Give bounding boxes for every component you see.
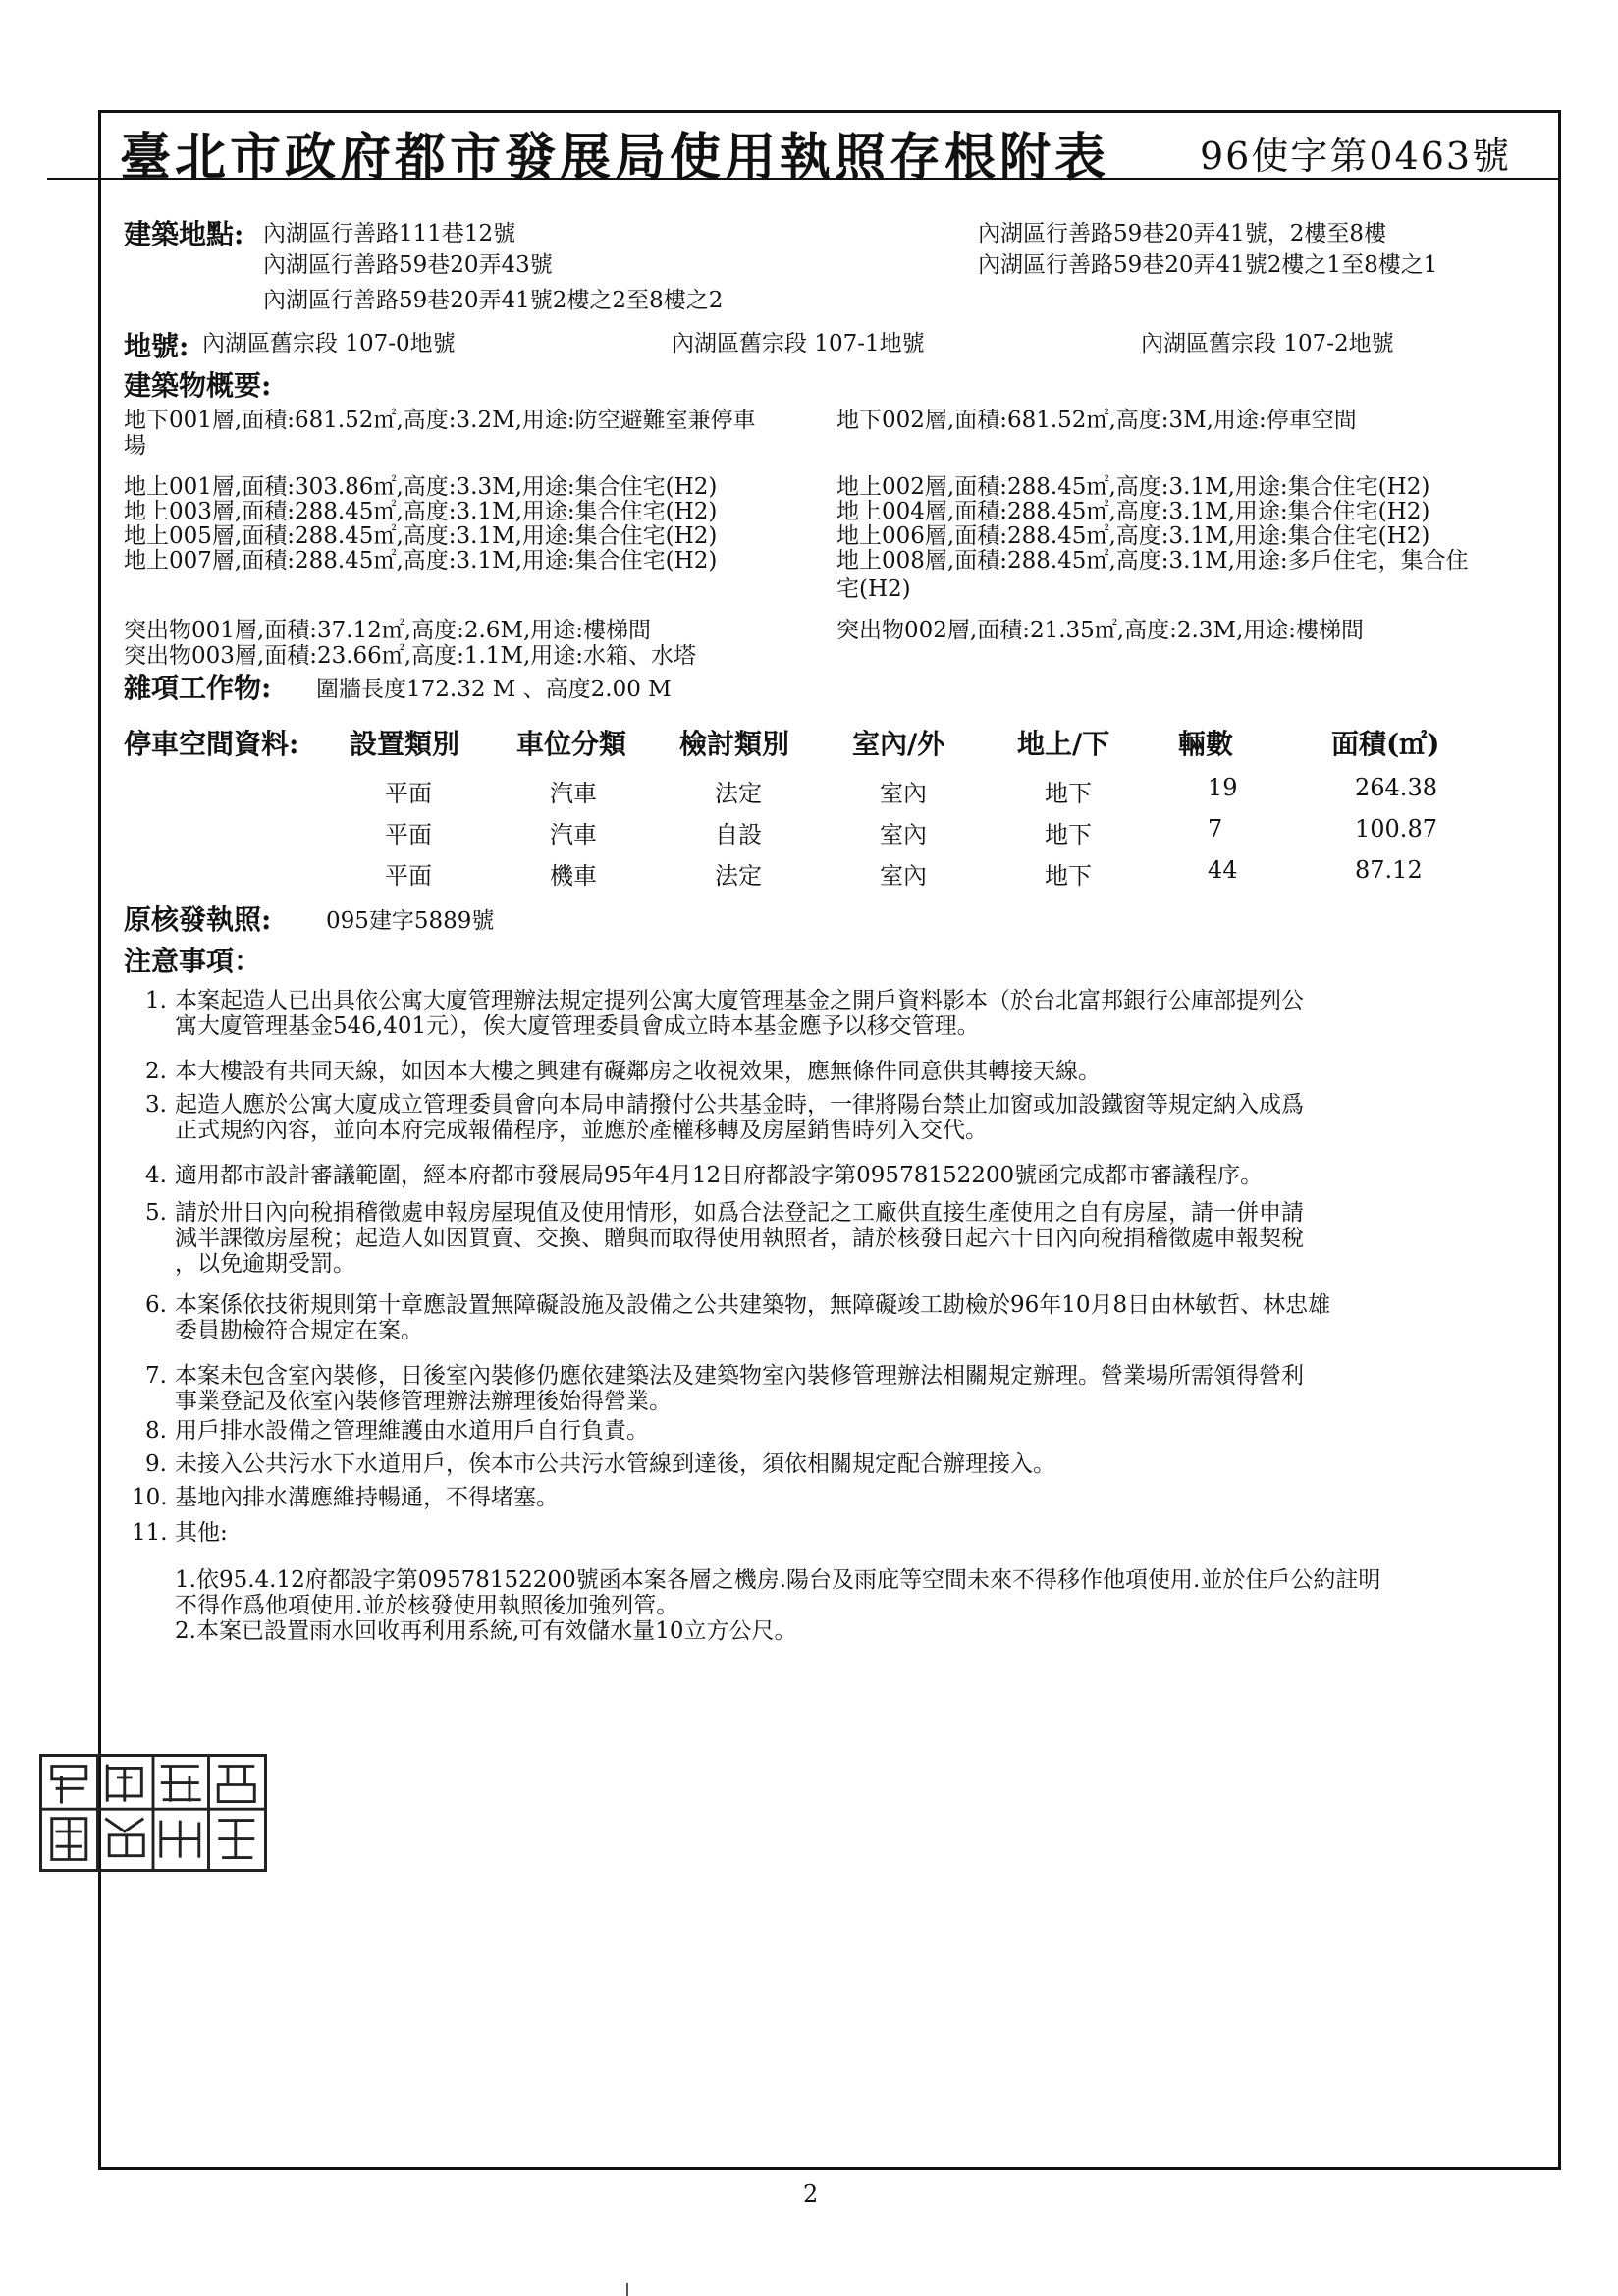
parking-header: 面積(㎡) — [1331, 728, 1440, 760]
original-permit-label: 原核發執照: — [124, 903, 272, 936]
note-text: 起造人應於公寓大廈成立管理委員會向本局申請撥付公共基金時，一律將陽台禁止加窗或加設鐵窗等規定納入成爲 — [175, 1092, 1304, 1118]
notes-label: 注意事項： — [124, 945, 262, 977]
official-seal-stamp — [39, 1754, 267, 1872]
parking-cell: 地下 — [1045, 780, 1092, 807]
note-number: 10. — [132, 1485, 168, 1510]
basement-line: 地下002層,面積:681.52㎡,高度:3M,用途:停車空間 — [836, 408, 1357, 433]
note-number: 1. — [145, 988, 167, 1013]
note-text: 本大樓設有共同天線，如因本大樓之興建有礙鄰房之收視效果，應無條件同意供其轉接天線。 — [175, 1059, 1101, 1084]
floor-line: 地上008層,面積:288.45㎡,高度:3.1M,用途:多戶住宅，集合住 — [836, 548, 1469, 574]
note-text: 本案起造人已出具依公寓大廈管理辦法規定提列公寓大廈管理基金之開戶資料影本（於台北富邦銀行公庫部提列公 — [175, 988, 1304, 1013]
parking-cell: 平面 — [385, 780, 432, 807]
lot-item: 內湖區舊宗段 107-2地號 — [1141, 331, 1394, 356]
note-text: 減半課徵房屋稅；起造人如因買賣、交換、贈與而取得使用執照者，請於核發日起六十日內向稅捐稽徵處申報契稅 — [175, 1226, 1304, 1251]
roof-line: 突出物001層,面積:37.12㎡,高度:2.6M,用途:樓梯間 — [124, 618, 652, 643]
parking-cell: 室內 — [880, 862, 927, 890]
floor-line: 宅(H2) — [836, 576, 911, 602]
note-text: 寓大廈管理基金546,401元），俟大廈管理委員會成立時本基金應予以移交管理。 — [175, 1013, 980, 1039]
parking-label: 停車空間資料: — [124, 728, 299, 760]
misc-value: 圍牆長度172.32 M 、高度2.00 M — [316, 677, 672, 702]
note-number: 8. — [145, 1418, 167, 1444]
note-number: 11. — [132, 1520, 168, 1546]
note-number: 7. — [145, 1363, 167, 1389]
address-line-3: 內湖區行善路59巷20弄41號2樓之2至8樓之2 — [263, 288, 724, 313]
roof-line: 突出物002層,面積:21.35㎡,高度:2.3M,用途:樓梯間 — [836, 618, 1365, 643]
parking-cell: 19 — [1208, 774, 1238, 801]
basement-line: 場 — [124, 433, 146, 459]
note-number: 6. — [145, 1292, 167, 1318]
note-text: 其他: — [175, 1520, 228, 1546]
address-line-5: 內湖區行善路59巷20弄41號2樓之1至8樓之1 — [978, 252, 1438, 278]
parking-header: 設置類別 — [350, 728, 460, 760]
address-line-1: 內湖區行善路111巷12號 — [263, 221, 516, 246]
parking-header: 檢討類別 — [679, 728, 790, 760]
parking-cell: 汽車 — [550, 780, 597, 807]
parking-cell: 平面 — [385, 862, 432, 890]
lot-label: 地號: — [124, 330, 189, 362]
scan-mark — [626, 2283, 628, 2296]
floor-line: 地上005層,面積:288.45㎡,高度:3.1M,用途:集合住宅(H2) — [124, 523, 718, 549]
note-text: 委員勘檢符合規定在案。 — [175, 1318, 423, 1343]
note-sub-item: 不得作爲他項使用.並於核發使用執照後加強列管。 — [175, 1593, 679, 1618]
parking-cell: 室內 — [880, 780, 927, 807]
floor-line: 地上004層,面積:288.45㎡,高度:3.1M,用途:集合住宅(H2) — [836, 499, 1430, 524]
note-number: 3. — [145, 1092, 167, 1118]
parking-cell: 法定 — [715, 780, 762, 807]
parking-cell: 44 — [1208, 856, 1238, 884]
parking-header: 車位分類 — [516, 728, 627, 760]
note-text: 事業登記及依室內裝修管理辦法辦理後始得營業。 — [175, 1389, 672, 1414]
misc-label: 雜項工作物: — [124, 672, 272, 704]
document-title: 臺北市政府都市發展局使用執照存根附表 — [120, 128, 1110, 188]
basement-line: 地下001層,面積:681.52㎡,高度:3.2M,用途:防空避難室兼停車 — [124, 408, 756, 433]
permit-number: 96使字第0463號 — [1200, 135, 1512, 178]
note-sub-item: 2.本案已設置雨水回收再利用系統,可有效儲水量10立方公尺。 — [175, 1618, 797, 1644]
note-text: 用戶排水設備之管理維護由水道用戶自行負責。 — [175, 1418, 649, 1444]
note-text: 本案係依技術規則第十章應設置無障礙設施及設備之公共建築物，無障礙竣工勘檢於96年10月8日由林敏哲、林忠雄 — [175, 1292, 1331, 1318]
parking-header: 地上/下 — [1017, 728, 1110, 760]
parking-header: 輛數 — [1178, 728, 1234, 760]
parking-header: 室內/外 — [852, 728, 945, 760]
parking-cell: 地下 — [1045, 821, 1092, 848]
parking-cell: 汽車 — [550, 821, 597, 848]
parking-cell: 7 — [1208, 815, 1223, 843]
original-permit-value: 095建字5889號 — [326, 908, 495, 934]
parking-cell: 地下 — [1045, 862, 1092, 890]
floor-line: 地上003層,面積:288.45㎡,高度:3.1M,用途:集合住宅(H2) — [124, 499, 718, 524]
parking-cell: 室內 — [880, 821, 927, 848]
floor-line: 地上006層,面積:288.45㎡,高度:3.1M,用途:集合住宅(H2) — [836, 523, 1430, 549]
address-line-2: 內湖區行善路59巷20弄43號 — [263, 252, 553, 278]
floor-line: 地上001層,面積:303.86㎡,高度:3.3M,用途:集合住宅(H2) — [124, 474, 718, 500]
note-text: 未接入公共污水下水道用戶，俟本市公共污水管線到達後，須依相關規定配合辦理接入。 — [175, 1451, 1055, 1477]
parking-cell: 264.38 — [1355, 774, 1437, 801]
note-text: 請於卅日內向稅捐稽徵處申報房屋現值及使用情形，如爲合法登記之工廠供直接生產使用之自有房屋，請一併申請 — [175, 1200, 1304, 1226]
note-number: 5. — [145, 1200, 167, 1226]
roof-line: 突出物003層,面積:23.66㎡,高度:1.1M,用途:水箱、水塔 — [124, 643, 697, 669]
note-number: 4. — [145, 1163, 167, 1188]
note-text: 適用都市設計審議範圍，經本府都市發展局95年4月12日府都設字第09578152200號函完成都市審議程序。 — [175, 1163, 1264, 1188]
page-number: 2 — [803, 2180, 819, 2208]
lot-item: 內湖區舊宗段 107-1地號 — [672, 331, 925, 356]
floor-line: 地上007層,面積:288.45㎡,高度:3.1M,用途:集合住宅(H2) — [124, 548, 718, 574]
note-text: 正式規約內容，並向本府完成報備程序，並應於產權移轉及房屋銷售時列入交代。 — [175, 1118, 988, 1143]
note-sub-item: 1.依95.4.12府都設字第09578152200號函本案各層之機房.陽台及雨庇等空間未來不得移作他項使用.並於住戶公約註明 — [175, 1567, 1381, 1593]
parking-cell: 平面 — [385, 821, 432, 848]
note-number: 2. — [145, 1059, 167, 1084]
parking-cell: 自設 — [715, 821, 762, 848]
note-text: ，以免逾期受罰。 — [175, 1251, 355, 1277]
building-label: 建築物概要: — [124, 369, 272, 402]
address-label: 建築地點: — [124, 218, 244, 250]
note-text: 本案未包含室內裝修，日後室內裝修仍應依建築法及建築物室內裝修管理辦法相關規定辦理。營業場所需領得營利 — [175, 1363, 1304, 1389]
parking-cell: 100.87 — [1355, 815, 1437, 843]
parking-cell: 法定 — [715, 862, 762, 890]
note-number: 9. — [145, 1451, 167, 1477]
floor-line: 地上002層,面積:288.45㎡,高度:3.1M,用途:集合住宅(H2) — [836, 474, 1430, 500]
note-text: 基地內排水溝應維持暢通，不得堵塞。 — [175, 1485, 559, 1510]
parking-cell: 機車 — [550, 862, 597, 890]
address-line-4: 內湖區行善路59巷20弄41號，2樓至8樓 — [978, 221, 1387, 246]
parking-cell: 87.12 — [1355, 856, 1423, 884]
lot-item: 內湖區舊宗段 107-0地號 — [202, 331, 456, 356]
